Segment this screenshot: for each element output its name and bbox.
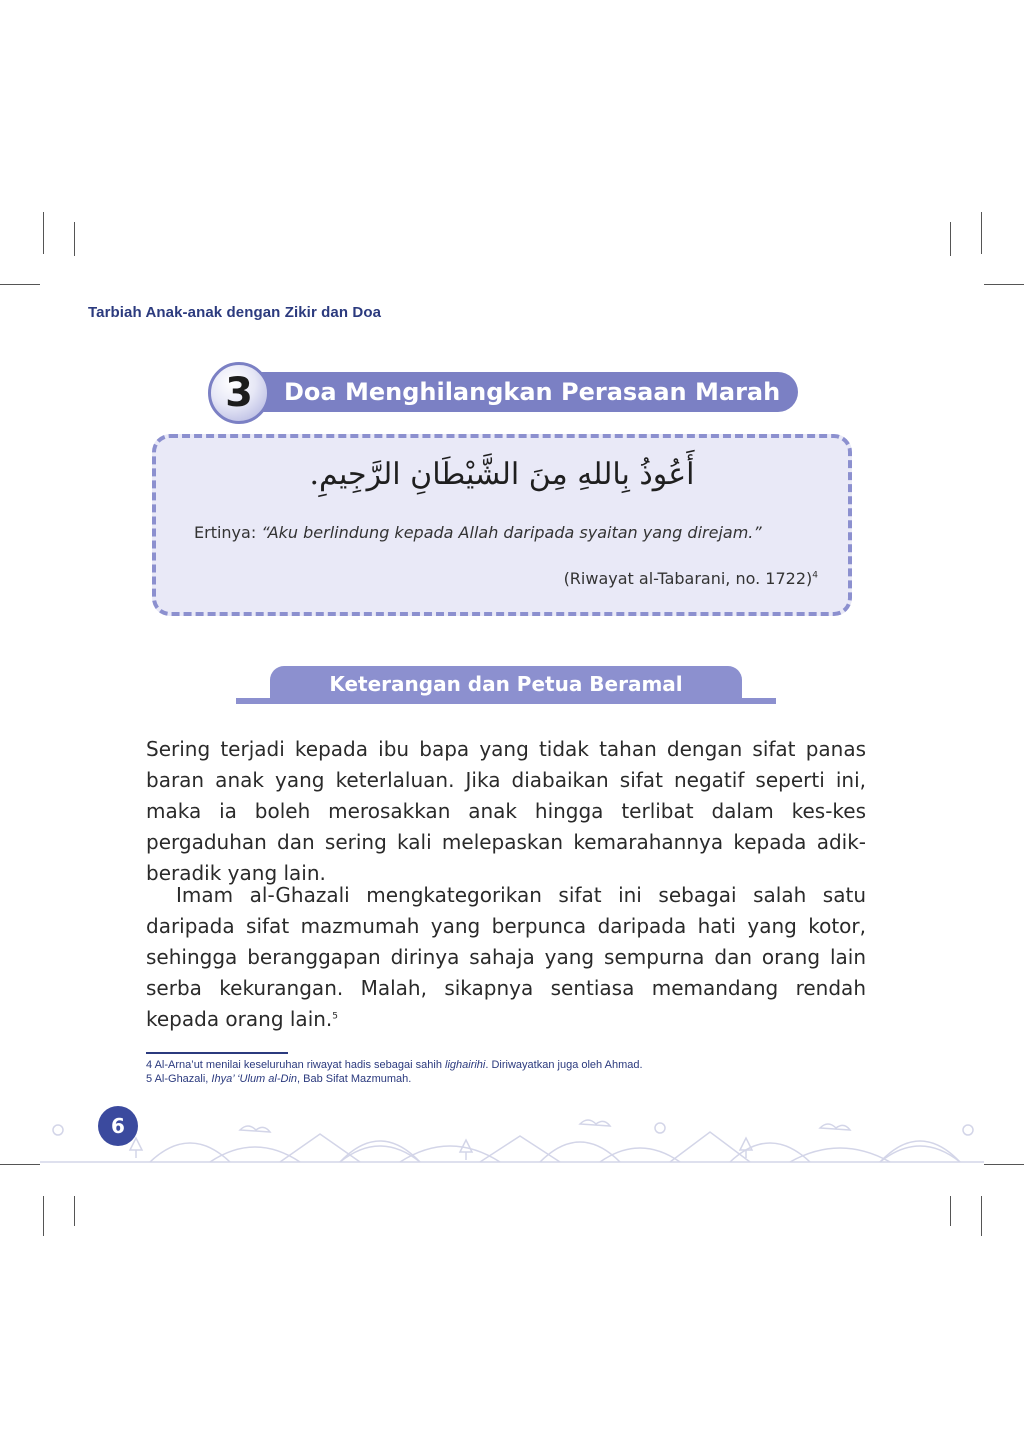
footnote-rule (146, 1052, 288, 1054)
meaning-label: Ertinya: (194, 523, 257, 542)
arabic-doa: أَعُوذُ بِاللهِ مِنَ الشَّيْطَانِ الرَّجِيمِ. (309, 457, 695, 492)
meaning-text: “Aku berlindung kepada Allah daripada syaitan yang direjam.” (261, 523, 762, 542)
page-number: 6 (98, 1106, 138, 1146)
crop-mark (981, 212, 982, 254)
doa-source (564, 566, 818, 592)
footnote-text: , Bab Sifat Mazmumah. (297, 1073, 412, 1085)
crop-mark (43, 212, 44, 254)
footnote-ref: 5 (332, 1011, 339, 1022)
crop-mark (0, 284, 40, 285)
footnote-text: 5 Al-Ghazali, (146, 1073, 212, 1085)
footnote-ref: 4 (812, 570, 818, 581)
crop-mark (0, 1164, 40, 1165)
doa-meaning (194, 520, 762, 546)
footnote-italic: lighairihi (445, 1059, 486, 1071)
crop-mark (984, 284, 1024, 285)
footnote-text: . Diriwayatkan juga oleh Ahmad. (485, 1059, 643, 1071)
crop-mark (43, 1196, 44, 1236)
crop-mark (950, 1196, 951, 1226)
running-header: Tarbiah Anak-anak dengan Zikir dan Doa (88, 304, 382, 321)
crop-mark (981, 1196, 982, 1236)
footnote-italic: Ihya’ ‘Ulum al-Din (211, 1073, 298, 1085)
section-number-badge: 3 (208, 362, 270, 424)
subsection-title: Keterangan dan Petua Beramal (329, 672, 683, 696)
landscape-decoration (40, 1110, 984, 1166)
footnote (146, 1058, 866, 1072)
source-text: (Riwayat al-Tabarani, no. 1722) (563, 569, 813, 588)
crop-mark (74, 222, 75, 256)
section-title: Doa Menghilangkan Perasaan Marah (284, 378, 781, 406)
footnote (146, 1072, 866, 1086)
paragraph-text: Imam al-Ghazali mengkategorikan sifat ini sebagai salah satu daripada sifat mazmumah yang berpunca daripada hati yang kotor, sehingga beranggapan dirinya sahaja yang sempurna dan orang lain serba kekurangan. Malah, sikapnya sentiasa memandang rendah kepada orang lain. (146, 883, 866, 1031)
body-paragraph: Sering terjadi kepada ibu bapa yang tidak tahan dengan sifat panas baran anak yang keterlaluan. Jika diabaikan sifat negatif seperti ini, maka ia boleh merosakkan anak hingga terlibat dalam kes-kes pergaduhan dan sering kali melepaskan kemarahannya kepada adik-beradik yang lain. (146, 737, 866, 885)
footnote-text: 4 Al-Arna’ut menilai keseluruhan riwayat hadis sebagai sahih (146, 1059, 446, 1071)
crop-mark (984, 1164, 1024, 1165)
crop-mark (950, 222, 951, 256)
body-paragraph (146, 880, 866, 1035)
crop-mark (74, 1196, 75, 1226)
